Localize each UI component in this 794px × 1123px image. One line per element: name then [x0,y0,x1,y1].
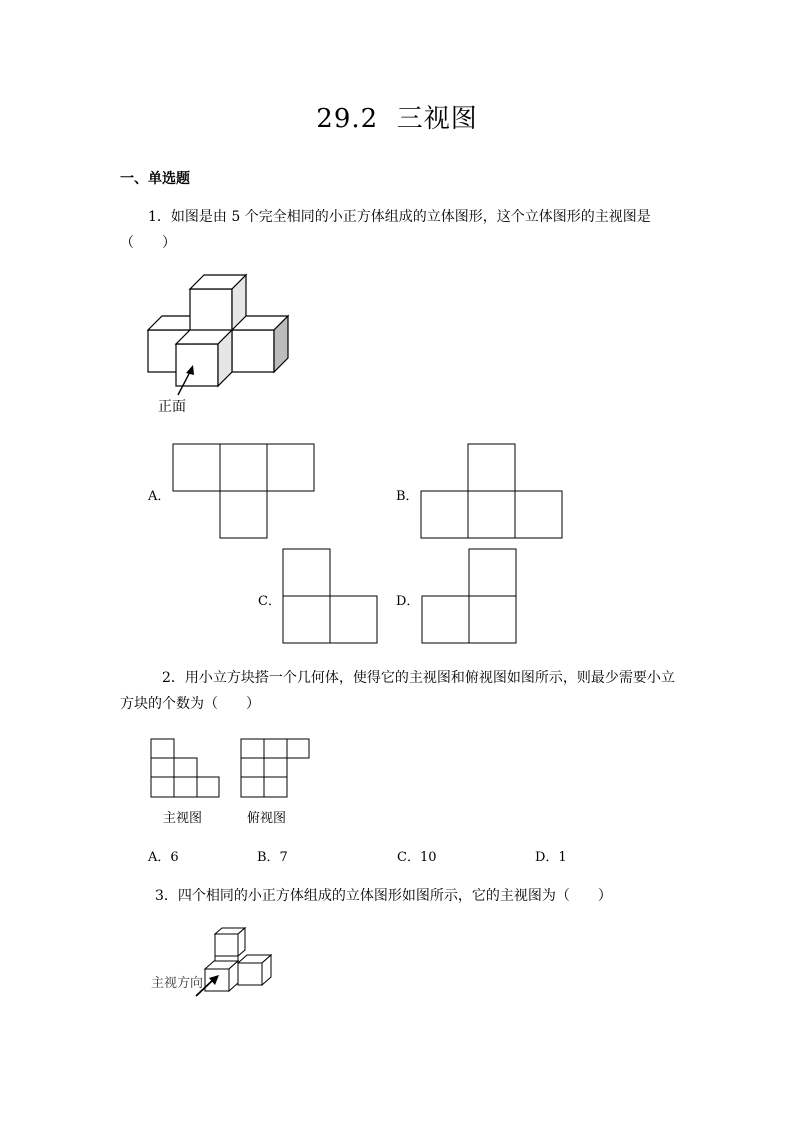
option-c-label[interactable]: C． [258,594,281,609]
q2-option-c[interactable]: C．10 [397,850,437,865]
front-view-label: 主视图 [163,811,203,826]
page-title: 29.2 三视图 [316,104,478,134]
q2-option-d[interactable]: D．1 [535,850,567,865]
option-b-label[interactable]: B． [396,489,419,504]
question-1-text: 1．如图是由 5 个完全相同的小正方体组成的立体图形，这个立体图形的主视图是 [148,209,651,225]
front-label: 正面 [158,399,186,415]
top-view-label: 俯视图 [247,811,287,826]
question-3-text: 3．四个相同的小正方体组成的立体图形如图所示，它的主视图为（ ） [155,888,612,904]
q2-option-b[interactable]: B．7 [257,850,288,865]
question-2-text: 2．用小立方块搭一个几何体，使得它的主视图和俯视图如图所示，则最少需要小立 [162,670,675,686]
question-2-text-cont: 方块的个数为（ ） [120,696,260,712]
question-1-paren: （ ） [120,235,176,251]
option-a-label[interactable]: A． [148,489,171,504]
option-d-label[interactable]: D． [396,594,420,609]
view-direction-label: 主视方向 [151,976,204,991]
section-heading: 一、单选题 [120,171,190,187]
q2-option-a[interactable]: A．6 [148,850,179,865]
